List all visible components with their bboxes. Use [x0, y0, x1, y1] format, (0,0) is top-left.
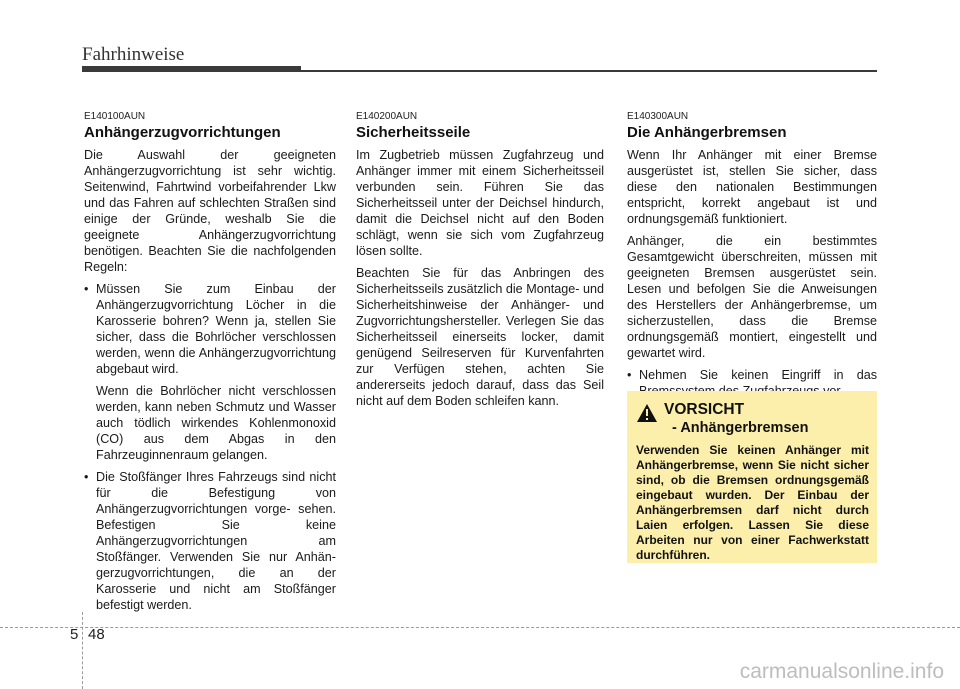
section-title: Sicherheitsseile — [356, 124, 471, 141]
watermark: carmanualsonline.info — [739, 660, 944, 683]
section-code: E140100AUN — [84, 111, 146, 122]
caution-text: Verwenden Sie keinen Anhänger mit Anhängerbremse, wenn Sie nicht sicher sind, ob die Bremsen ordnungsgemäß eingebaut wurden. Der Einbau der Anhängerbremsen darf nicht durch Laien erfolgen. Lassen Sie diese Arbeiten nur von einer Fachwerkstatt durchführen. — [636, 443, 869, 562]
rules-list — [84, 281, 336, 613]
column-safety-cables — [356, 111, 604, 415]
caution-header — [636, 401, 869, 437]
section-code: E140200AUN — [356, 111, 418, 122]
paragraph: Im Zugbetrieb müssen Zugfahrzeug und Anhänger immer mit einem Sicherheitsseil verbunden sein. Führen Sie das Sicherheitsseil unter der Deichsel hindurch, damit die Deichsel nicht auf den Boden schlägt, wenn sie sich vom Zugfahrzeug lösen sollte. — [356, 148, 604, 258]
header-rule-thick — [82, 66, 301, 72]
paragraph: Anhänger, die ein bestimmtes Gesamtgewicht überschreiten, müssen mit geeigneten Bremsen ausgerüstet sein. Lesen und befolgen Sie die Anweisungen des Herstellers der Anhängerbremse, um sicherzustellen, dass die Bremse ordnungsgemäß montiert, eingestellt und gewartet wird. — [627, 234, 877, 360]
footer-vertical-divider — [82, 612, 83, 689]
page-header-title: Fahrhinweise — [82, 44, 185, 65]
section-title: Anhängerzugvorrichtungen — [84, 124, 281, 141]
caution-title: VORSICHT — [664, 401, 745, 418]
chapter-number: 5 — [70, 626, 79, 643]
list-item-text: Müssen Sie zum Einbau der Anhängerzugvorrichtung Löcher in die Karosserie bohren? Wenn ja, stellen Sie sicher, dass die Bohrlöcher verschlossen werden, wenn die Anhängerzugvorrichtung abgebaut wird. — [96, 282, 336, 376]
list-item — [84, 469, 336, 613]
paragraph: Beachten Sie für das Anbringen des Sicherheitsseils zusätzlich die Montage- und Sicherheitshinweise der Anhänger- und Zugvorrichtungshersteller. Verlegen Sie das Sicherheitsseil einerseits locker, damit genügend Seilreserven für Kurvenfahrten zur Verfügen stehen, achten Sie andererseits jedoch darauf, dass das Seil nicht auf dem Boden schleifen kann. — [356, 266, 604, 408]
section-code: E140300AUN — [627, 111, 689, 122]
paragraph: Wenn Ihr Anhänger mit einer Bremse ausgerüstet ist, stellen Sie sicher, dass diese den nationalen Bestimmungen entspricht, korrekt angebaut ist und ordnungsgemäß funktioniert. — [627, 148, 877, 226]
column-trailer-hitch — [84, 111, 336, 619]
section-intro: Die Auswahl der geeigneten Anhängerzugvorrichtung ist sehr wichtig. Seitenwind, Fahrtwind vorbeifahrender Lkw und das Fahren auf schlechten Straßen sind einige der Gründe, weshalb Sie die geeignete Anhängerzugvorrichtung benötigen. Beachten Sie die nachfolgenden Regeln: — [84, 148, 336, 274]
section-title: Die Anhängerbremsen — [627, 124, 787, 141]
column-trailer-brakes — [627, 111, 877, 405]
header-rule-thin — [301, 70, 877, 72]
list-item-text: Die Stoßfänger Ihres Fahrzeugs sind nicht für die Befestigung von Anhängerzugvorrichtungen vorge- sehen. Befestigen Sie keine Anhängerzugvorrichtungen am Stoßfänger. Verwenden Sie nur Anhän- gerzugvorrichtungen, die an der Karosserie und nicht am Stoßfänger befestigt werden. — [96, 470, 336, 612]
list-item-subtext: Wenn die Bohrlöcher nicht verschlossen werden, kann neben Schmutz und Wasser auch tödlich wirkendes Kohlenmonoxid (CO) aus dem Abgas in den Fahrzeuginnenraum gelangen. — [96, 384, 336, 462]
list-item-text: Nehmen Sie keinen Eingriff in das — [639, 368, 877, 382]
page-number: 48 — [88, 626, 105, 643]
list-item — [84, 281, 336, 463]
footer-divider — [0, 627, 960, 628]
caution-subtitle: - Anhängerbremsen — [672, 420, 809, 436]
caution-box — [627, 391, 877, 563]
warning-triangle-icon — [636, 403, 658, 423]
